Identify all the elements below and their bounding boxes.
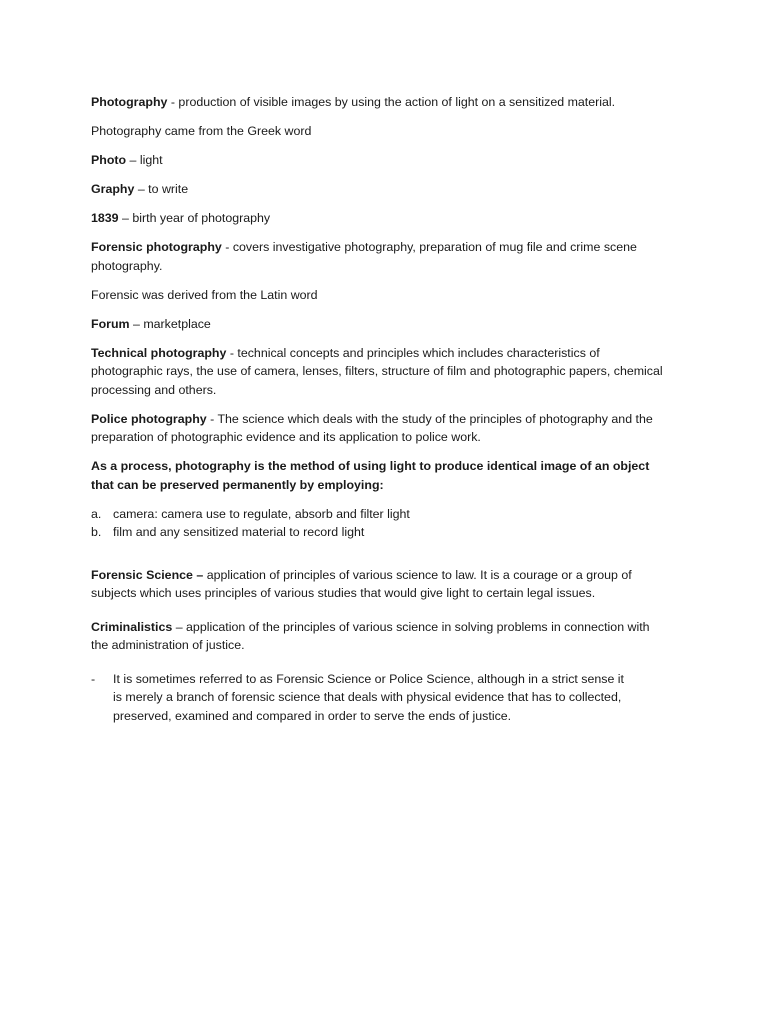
- list-item: [91, 523, 668, 542]
- definition-police-photography: [91, 410, 668, 447]
- definition-text: – birth year of photography: [118, 211, 271, 225]
- list-marker: b.: [91, 525, 102, 539]
- term-1839: 1839: [91, 211, 119, 225]
- term-technical-photography: Technical photography: [91, 345, 227, 360]
- greek-origin-line: Photography came from the Greek word: [91, 124, 312, 138]
- process-list: [91, 505, 668, 542]
- term-photo: Photo: [91, 153, 127, 167]
- definition-graphy: [91, 180, 668, 199]
- term-photography: Photography: [91, 95, 168, 109]
- definition-forum: [91, 315, 668, 334]
- definition-text: – marketplace: [129, 316, 211, 331]
- definition-technical-photography: [91, 344, 668, 400]
- definition-text: - production of visible images by using the action of light on a sensitized material.: [167, 95, 616, 109]
- dash-marker: -: [91, 671, 96, 686]
- term-graphy: Graphy: [91, 182, 135, 196]
- list-item: [91, 670, 668, 726]
- process-statement: As a process, photography is the method of using light to produce identical image of an object that can be preserved permanently by employing:: [91, 459, 650, 492]
- definition-text: - technical concepts and principles which includes characteristics of photographic rays, the use of camera, lenses, filters, structure of film and photographic papers, chemical processing and others.: [91, 345, 663, 397]
- term-forum: Forum: [91, 316, 130, 331]
- list-item-text: camera: camera use to regulate, absorb and filter light: [113, 506, 410, 521]
- list-item: [91, 505, 668, 524]
- definition-text: - covers investigative photography, preparation of mug file and crime scene photography.: [91, 240, 637, 273]
- term-criminalistics: Criminalistics: [91, 619, 173, 634]
- definition-criminalistics: [91, 618, 668, 655]
- definition-text: – to write: [134, 182, 189, 196]
- list-item-text: film and any sensitized material to record light: [113, 525, 365, 539]
- definition-1839: [91, 209, 668, 228]
- term-police-photography: Police photography: [91, 411, 207, 426]
- list-marker: a.: [91, 506, 102, 521]
- term-forensic-science: Forensic Science –: [91, 567, 204, 582]
- definition-forensic-science: [91, 566, 668, 603]
- definition-photo: [91, 151, 668, 170]
- definition-text: application of principles of various science to law. It is a courage or a group of subjects which uses principles of various studies that would give light to certain legal issues.: [91, 567, 632, 600]
- term-forensic-photography: Forensic photography: [91, 240, 222, 254]
- latin-origin-line: Forensic was derived from the Latin word: [91, 287, 318, 302]
- list-item-text: It is sometimes referred to as Forensic Science or Police Science, although in a strict sense it is merely a branch of forensic science that deals with physical evidence that has to collected, preserved, examined and compared in order to serve the ends of justice.: [113, 671, 624, 723]
- definition-text: - The science which deals with the study of the principles of photography and the preparation of photographic evidence and its application to police work.: [91, 411, 653, 444]
- definition-forensic-photography: [91, 238, 668, 275]
- definition-text: – light: [126, 153, 163, 167]
- criminalistics-note-list: [91, 670, 668, 726]
- definition-photography: [91, 93, 668, 112]
- definition-text: – application of the principles of various science in solving problems in connection with the administration of justice.: [91, 619, 650, 652]
